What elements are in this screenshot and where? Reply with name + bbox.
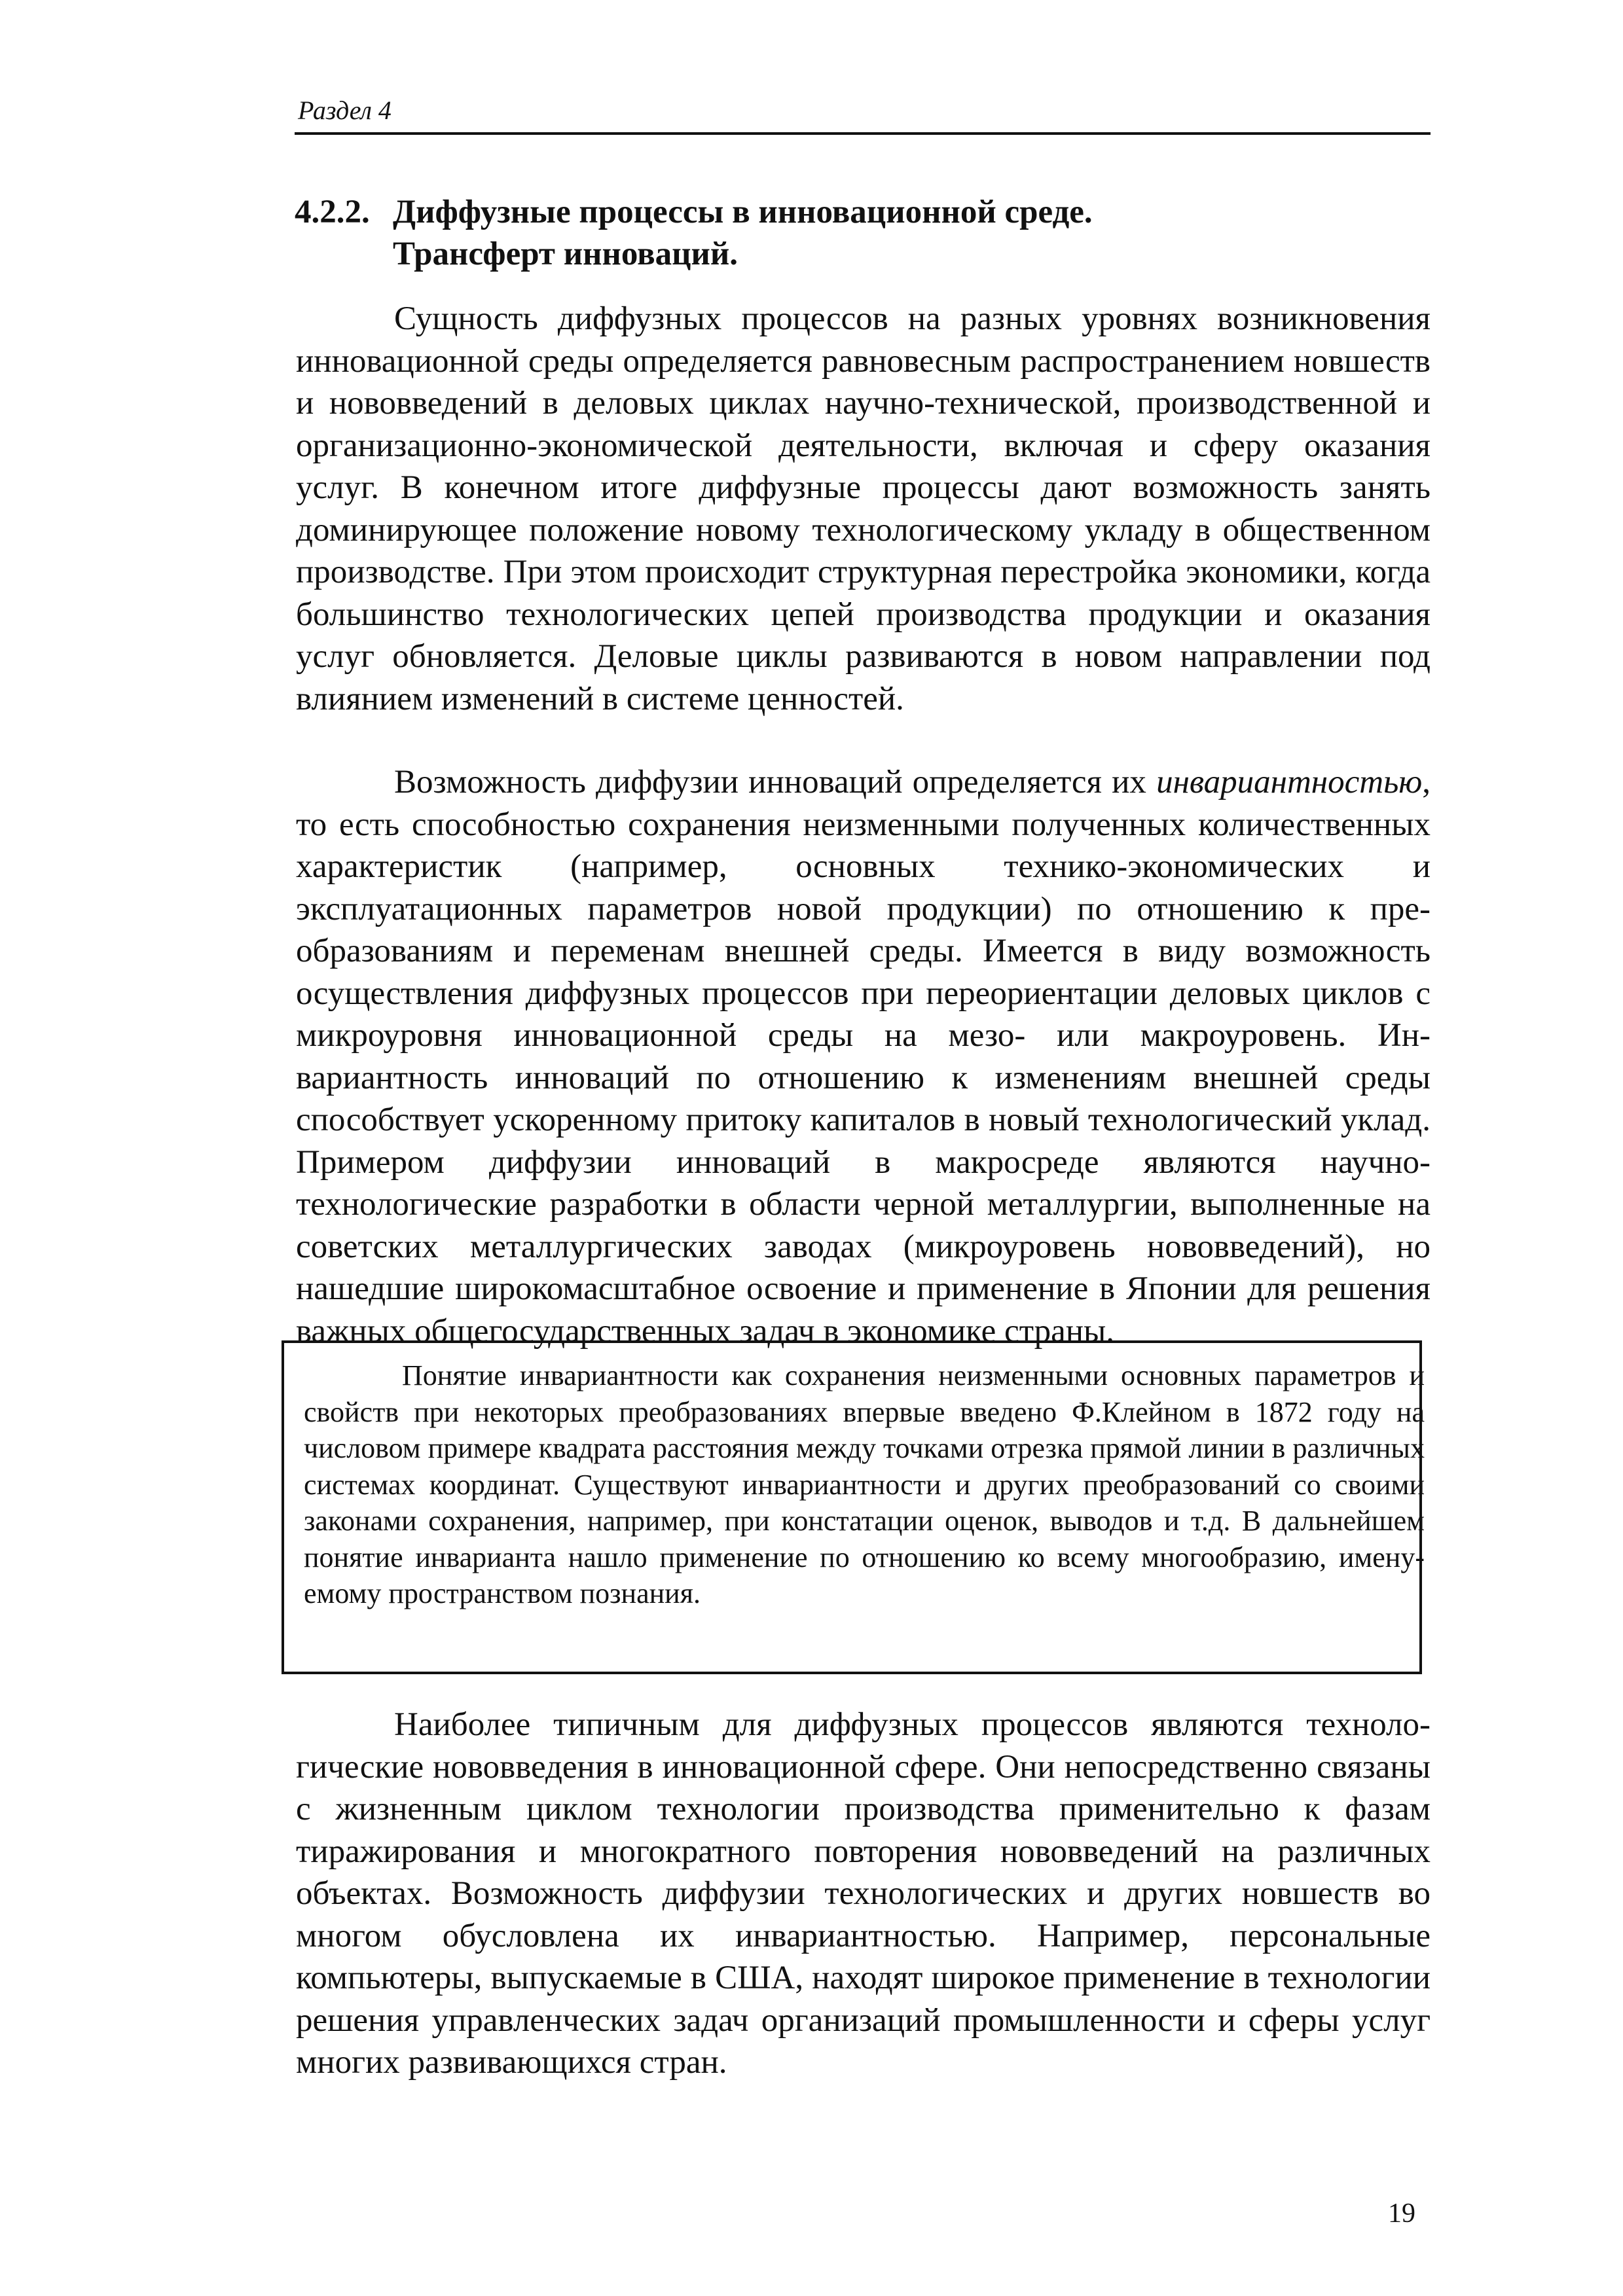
note-box [282,1340,1425,1674]
note-box-text [304,1357,1425,1612]
paragraph-2 [296,761,1431,1352]
text-block-1 [296,298,1431,720]
running-head: Раздел 4 [298,96,392,125]
text-block-2 [296,761,1431,1352]
header-rule [295,132,1431,135]
heading-title-2: Трансферт инноваций. [393,236,739,272]
note-paragraph: Понятие инвариантности как сохранения неизменными основных параметров и свойств при некоторых преобразованиях впервые введено Ф.Клейном в 1872 году на числовом примере квадрата расстояния между точками отрезка прямой линии в различных системах координат. Существуют инвариантности и других преобразований со своими законами сохранения, например, при констатации оценок, выводов и т.д. В дальнейшем понятие инварианта нашло применение по отношению ко всему многообразию, именуемому пространством познания. [304,1359,1425,1609]
paragraph-2-emphasis: инвариантностью [1156,764,1423,800]
heading-number: 4.2.2. [295,194,370,230]
paragraph-1: Сущность диффузных процессов на разных уровнях возникновения инновационной среды определяется равновесным распространением новшеств и нововведений в деловых циклах научно-технической, производственной и организационно-экономической деятельности, включая и сферу оказания услуг. В конечном итоге диффузные процессы дают возможность занять доминирующее положение новому технологическому укладу в общественном производстве. При этом происходит структурная перестройка экономики, когда большинство технологических цепей производства продукции и оказания услуг обновляется. Деловые циклы развиваются в новом направлении под влиянием изменений в системе ценностей. [296,300,1431,717]
paragraph-3: Наиболее типичным для диффузных процессов являются технологические нововведения в инновационной сфере. Они непосредственно связаны с жизненным циклом технологии производства применительно к фазам тиражирования и многократного повторения нововведений на различных объектах. Возможность диффузии технологических и других новшеств во многом обусловлена их инвариантностью. Например, персональные компьютеры, выпускаемые в США, находят широкое применение в технологии решения управленческих задач организаций промышленности и сферы услуг многих развивающихся стран. [296,1706,1431,2081]
paragraph-2-end: , то есть способностью сохранения неизменными полученных количественных характеристик (например, основных технико-экономических и эксплуатационных параметров новой продукции) по отношению к преобразованиям и переменам внешней среды. Имеется в виду возможность осуществления диффузных процессов при переориентации деловых циклов с микроуровня инновационной среды на мезо- или макроуровень. Инвариантность инноваций по отношению к изменениям внешней среды способствует ускоренному притоку капиталов в новый технологический уклад. Примером диффузии инноваций в макросреде являются научно-технологические разработки в области черной металлургии, выполненные на советских металлургических заводах (микроуровень нововведений), но нашедшие широкомасштабное освоение и применение в Японии для решения важных общегосударственных задач в экономике страны. [296,764,1431,1350]
heading-title-1: Диффузные процессы в инновационной среде. [393,194,1093,230]
section-heading [295,191,1434,275]
heading-line-1 [295,191,1434,233]
paragraph-2-start: Возможность диффузии инноваций определяется их [394,764,1157,800]
page-number: 19 [1388,2198,1415,2229]
text-block-3 [296,1704,1431,2084]
